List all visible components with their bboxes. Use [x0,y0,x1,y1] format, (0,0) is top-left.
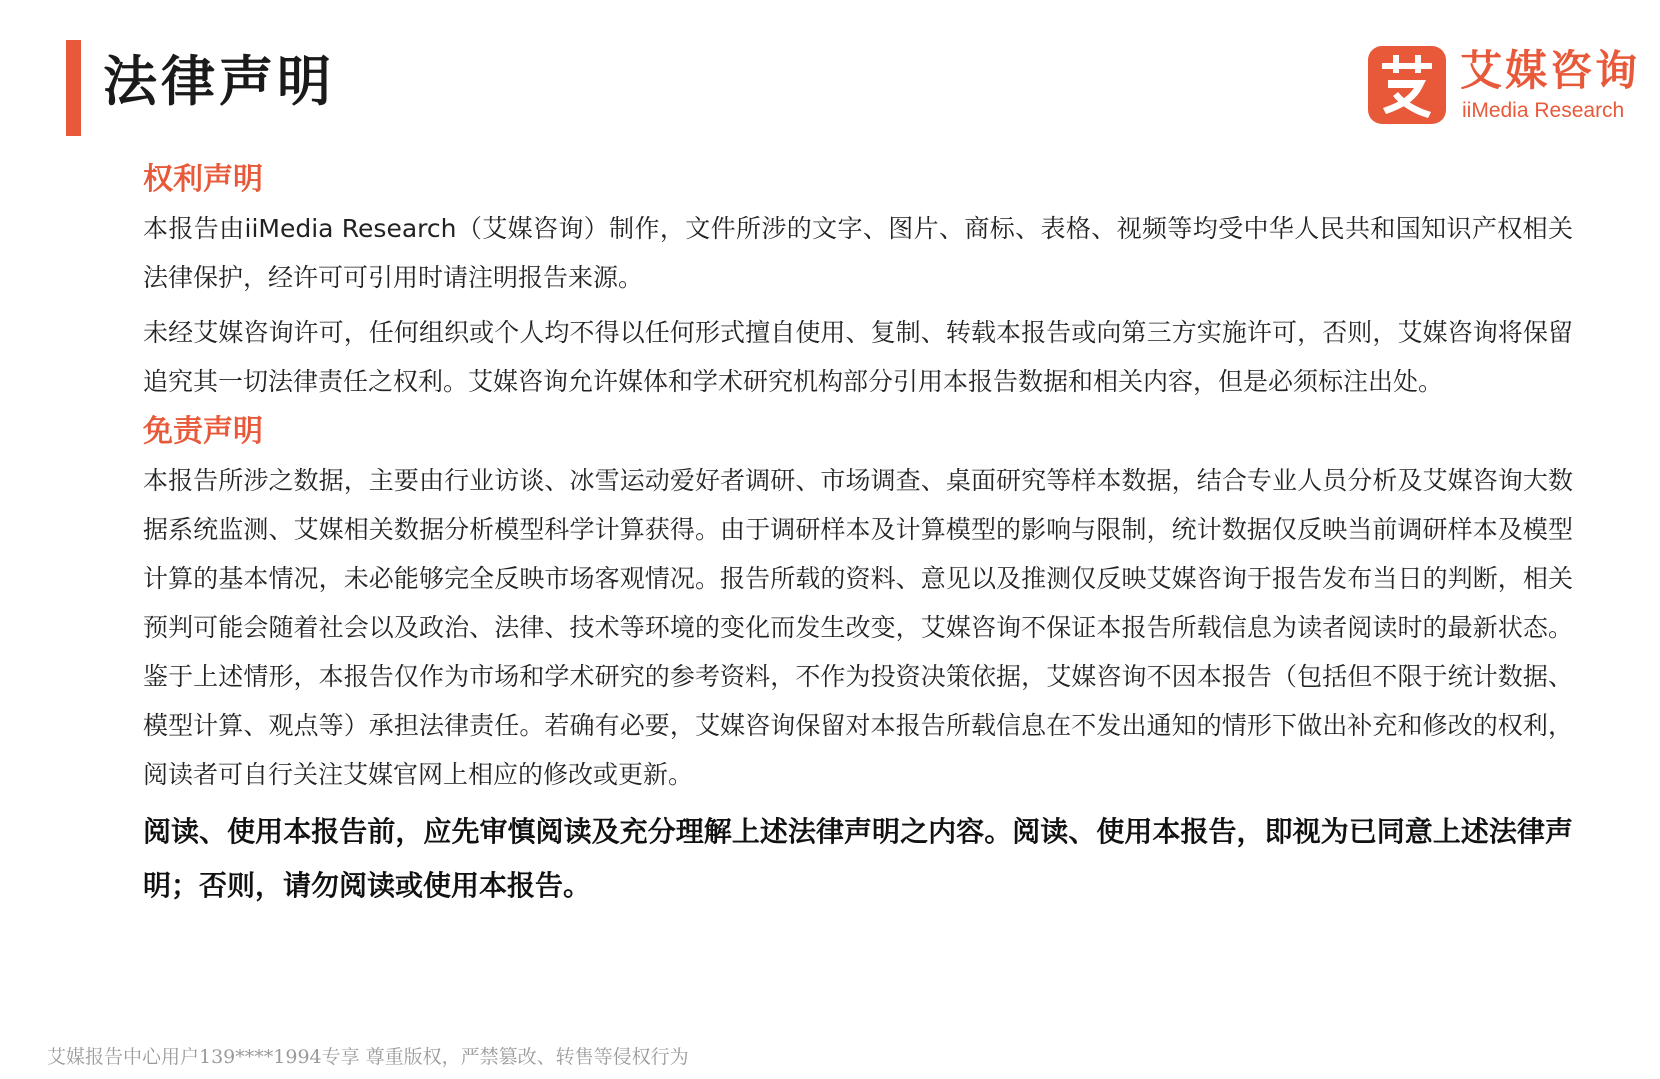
rights-paragraph-1: 本报告由iiMedia Research（艾媒咨询）制作，文件所涉的文字、图片、商标、表格、视频等均受中华人民共和国知识产权相关法律保护，经许可可引用时请注明报告来源。 [143,214,1573,292]
rights-heading: 权利声明 [143,162,263,197]
disclaimer-heading: 免责声明 [143,414,263,449]
title-accent-bar [66,40,81,136]
disclaimer-paragraph: 本报告所涉之数据，主要由行业访谈、冰雪运动爱好者调研、市场调查、桌面研究等样本数据，结合专业人员分析及艾媒咨询大数据系统监测、艾媒相关数据分析模型科学计算获得。由于调研样本及计算模型的影响与限制，统计数据仅反映当前调研样本及模型计算的基本情况，未必能够完全反映市场客观情况。报告所载的资料、意见以及推测仅反映艾媒咨询于报告发布当日的判断，相关预判可能会随着社会以及政治、法律、技术等环境的变化而发生改变，艾媒咨询不保证本报告所载信息为读者阅读时的最新状态。鉴于上述情形，本报告仅作为市场和学术研究的参考资料，不作为投资决策依据，艾媒咨询不因本报告（包括但不限于统计数据、模型计算、观点等）承担法律责任。若确有必要，艾媒咨询保留对本报告所载信息在不发出通知的情形下做出补充和修改的权利，阅读者可自行关注艾媒官网上相应的修改或更新。 [143,466,1573,789]
logo-name-cn: 艾媒咨询 [1460,46,1641,95]
legal-content [143,158,1573,913]
page-title: 法律声明 [103,50,335,113]
brand-logo [1368,46,1641,124]
iimedia-logo-icon [1368,46,1446,124]
closing-statement: 阅读、使用本报告前，应先审慎阅读及充分理解上述法律声明之内容。阅读、使用本报告，即视为已同意上述法律声明；否则，请勿阅读或使用本报告。 [143,815,1573,902]
user-watermark: 艾媒报告中心用户139****1994专享 尊重版权，严禁篡改、转售等侵权行为 [47,1046,689,1068]
rights-paragraph-2: 未经艾媒咨询许可，任何组织或个人均不得以任何形式擅自使用、复制、转载本报告或向第三方实施许可，否则，艾媒咨询将保留追究其一切法律责任之权利。艾媒咨询允许媒体和学术研究机构部分引用本报告数据和相关内容，但是必须标注出处。 [143,318,1573,396]
logo-name-en: iiMedia Research [1462,99,1625,122]
